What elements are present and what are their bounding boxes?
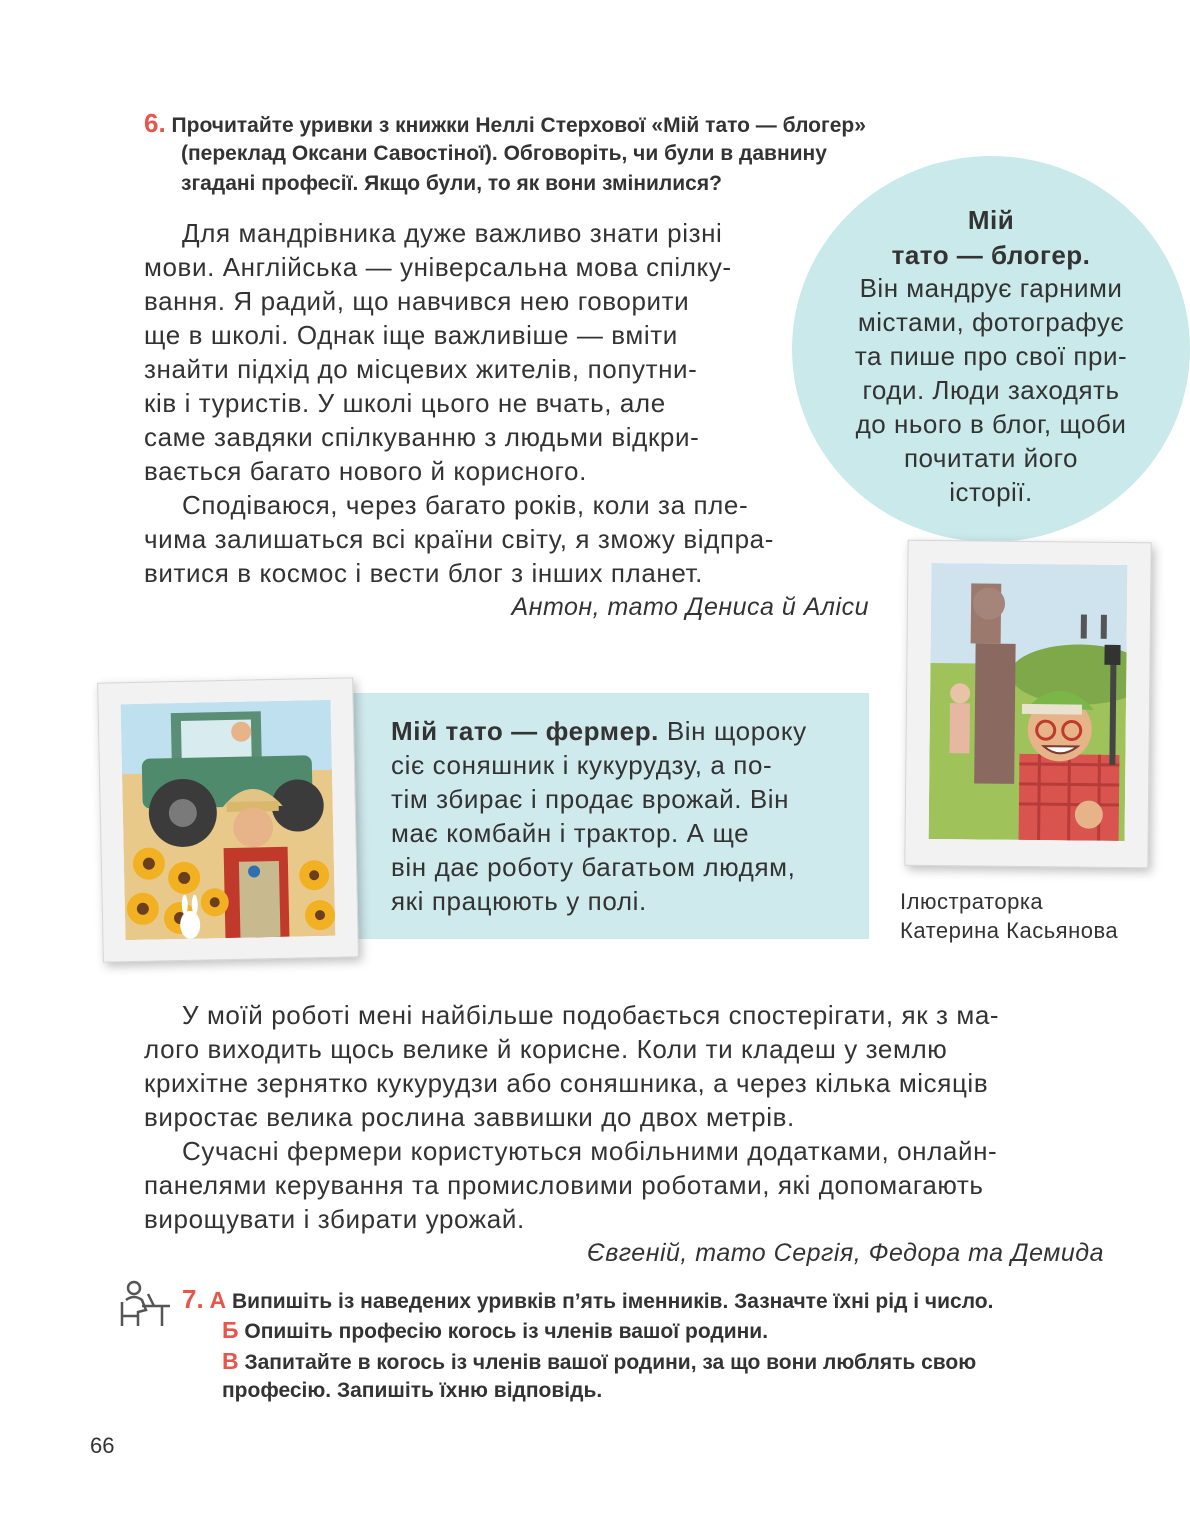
task7-letter-c: В (222, 1348, 239, 1374)
circle-line-6: почитати його (903, 443, 1079, 473)
farmer-box-line-3: тім збирає і продає врожай. Він (391, 784, 790, 814)
blogger-line-1: Для мандрівника дуже важливо знати різні (182, 218, 723, 248)
desk-writing-icon (118, 1280, 172, 1328)
circle-title-1: Мій (967, 205, 1015, 235)
farmer-box-line-1 (391, 714, 807, 748)
task7-letter-b: Б (222, 1317, 239, 1343)
farmer-illustration (121, 700, 336, 940)
farmer-line-6: панелями керування та промисловими роботами, які допомагають (144, 1170, 984, 1200)
farmer-box-line-1-rest: Він щороку (659, 716, 807, 746)
blogger-line-11: витися в космос і вести блог з інших планет. (144, 558, 703, 588)
blogger-line-4: ще в школі. Однак іще важливіше — вміти (144, 320, 678, 350)
farmer-box-line-4: має комбайн і трактор. А ще (391, 818, 750, 848)
farmer-photo-frame (97, 677, 359, 962)
circle-line-1: Він мандрує гарними (859, 273, 1123, 303)
blogger-line-7: саме завдяки спілкуванню з людьми відкри- (144, 422, 700, 452)
illustrator-caption-2: Катерина Касьянова (900, 918, 1119, 943)
task6-text-1: Прочитайте уривки з книжки Неллі Стерхової «Мій тато — блогер» (171, 114, 866, 137)
circle-title-2: тато — блогер. (891, 240, 1091, 270)
farmer-box-line-2: сіє соняшник і кукурудзу, а по- (391, 750, 773, 780)
task7-line-a (182, 1284, 993, 1317)
blogger-line-2: мови. Англійська — універсальна мова спілку- (144, 252, 732, 282)
blogger-photo-frame (904, 540, 1151, 869)
task7-text-b: Опишіть професію когось із членів вашої родини. (244, 1320, 769, 1343)
farmer-line-7: вирощувати і збирати урожай. (144, 1204, 525, 1234)
blogger-line-6: ків і туристів. У школі цього не вчать, але (144, 388, 666, 418)
farmer-line-2: лого виходить щось велике й корисне. Коли ти кладеш у землю (144, 1034, 948, 1064)
task7-text-a: Випишіть із наведених уривків п’ять іменників. Зазначте їхні рід і число. (232, 1290, 994, 1313)
blogger-line-9: Сподіваюся, через багато років, коли за пле- (182, 490, 749, 520)
farmer-line-3: крихітне зернятко кукурудзи або соняшника, а через кілька місяців (144, 1068, 989, 1098)
task7-line-c (222, 1346, 976, 1378)
farmer-line-1: У моїй роботі мені найбільше подобається спостерігати, як з ма- (182, 1000, 1000, 1030)
circle-line-2: містами, фотографує (857, 307, 1125, 337)
blogger-line-10: чима залишаться всі країни світу, я зможу відпра- (144, 524, 774, 554)
blogger-signature: Антон, тато Дениса й Аліси (511, 593, 869, 621)
task6-line1 (144, 108, 866, 141)
blogger-line-3: вання. Я радий, що навчився нею говорити (144, 286, 690, 316)
task7-number: 7. (182, 1284, 204, 1314)
farmer-line-5: Сучасні фермери користуються мобільними додатками, онлайн- (182, 1136, 998, 1166)
illustrator-caption-1: Ілюстраторка (900, 889, 1044, 914)
farmer-box-title: Мій тато — фермер. (391, 716, 660, 746)
circle-line-7: історії. (949, 477, 1033, 507)
farmer-signature: Євгеній, тато Сергія, Федора та Демида (587, 1239, 1104, 1267)
task6-line3: згадані професії. Якщо були, то як вони змінилися? (181, 172, 722, 195)
farmer-line-4: виростає велика рослина заввишки до двох метрів. (144, 1102, 795, 1132)
circle-line-3: та пише про свої при- (854, 341, 1128, 371)
task6-number: 6. (144, 108, 166, 138)
farmer-box-line-6: які працюють у полі. (391, 886, 647, 916)
task7-letter-a: А (209, 1287, 227, 1313)
blogger-line-5: знайти підхід до місцевих жителів, попутни- (144, 354, 698, 384)
farmer-box-line-5: він дає роботу багатьом людям, (391, 852, 796, 882)
blogger-line-8: вається багато нового й корисного. (144, 456, 587, 486)
blogger-illustration (929, 563, 1128, 841)
task7-line-c2: професію. Запишіть їхню відповідь. (222, 1379, 603, 1402)
task6-line2: (переклад Оксани Савостіної). Обговоріть, чи були в давнину (181, 142, 827, 165)
page-number: 66 (90, 1433, 115, 1458)
task7-line-b (222, 1315, 768, 1347)
task7-text-c: Запитайте в когось із членів вашої родини, за що вони люблять свою (244, 1351, 977, 1374)
circle-line-5: до нього в блог, щоби (855, 409, 1127, 439)
circle-line-4: годи. Люди заходять (862, 375, 1120, 405)
